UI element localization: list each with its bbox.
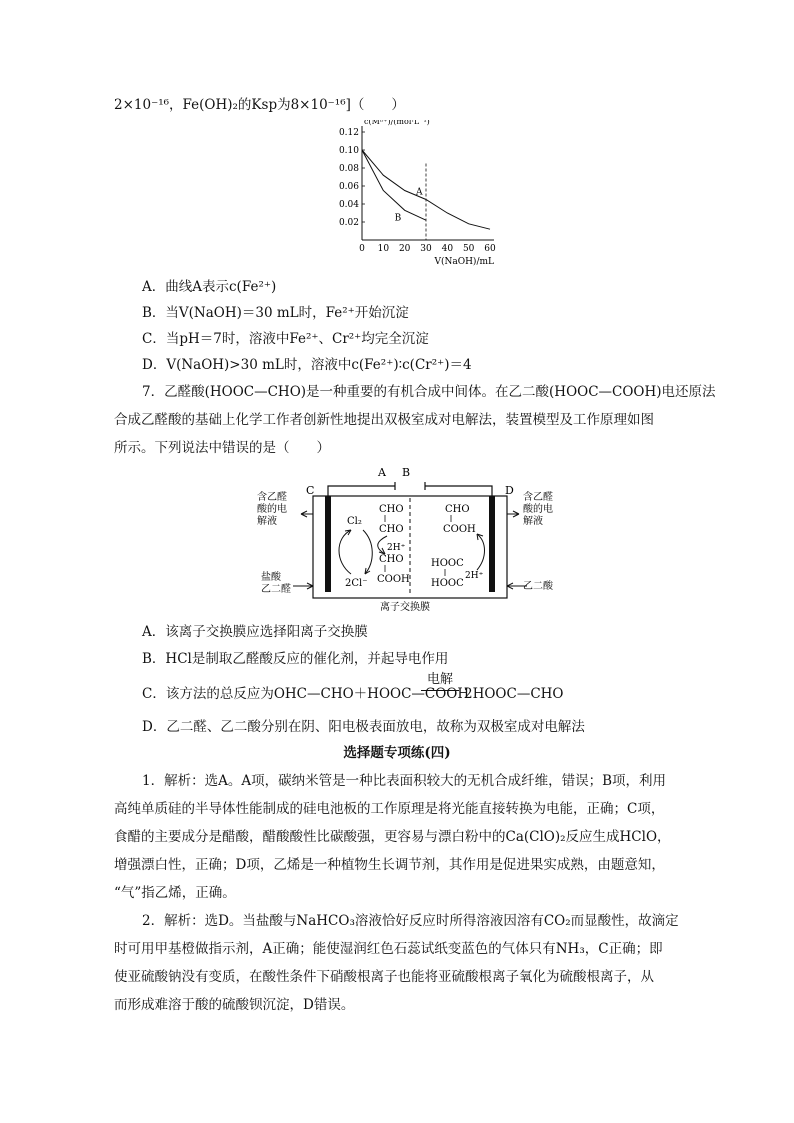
cl2-label: Cl₂ bbox=[347, 516, 362, 527]
series-label-A: A bbox=[416, 187, 423, 198]
answer1-line-4: 增强漂白性，正确；D项，乙烯是一种植物生长调节剂，其作用是促进果实成熟，由题意知， bbox=[114, 857, 665, 873]
section-title: 选择题专项练(四) bbox=[343, 745, 451, 761]
series-line-B bbox=[362, 150, 426, 220]
q6-option-a: A．曲线A表示c(Fe²⁺) bbox=[142, 279, 277, 295]
x-tick-label: 20 bbox=[398, 244, 411, 254]
q7-option-c-product: 2HOOC—CHO bbox=[464, 686, 564, 702]
answer1-line-3: 食醋的主要成分是醋酸，醋酸酸性比碳酸强，更容易与漂白粉中的Ca(ClO)₂反应生成HClO， bbox=[114, 829, 671, 845]
q7-line-1: 7．乙醛酸(HOOC—CHO)是一种重要的有机合成中间体。在乙二酸(HOOC—COOH)电还原法 bbox=[142, 384, 716, 400]
x-tick-label: 60 bbox=[484, 244, 496, 254]
y-axis-label: c(Mⁿ⁺)/(mol·L⁻¹) bbox=[364, 120, 430, 126]
left-glyoxal-bottom: CHO bbox=[379, 524, 404, 535]
right-product-bottom: COOH bbox=[443, 524, 476, 535]
cl-cycle-arrow bbox=[339, 530, 351, 574]
answer1-line-2: 高纯单质硅的半导体性能制成的硅电池板的工作原理是将光能直接转换为电能，正确；C项， bbox=[114, 801, 665, 817]
diagram-svg bbox=[255, 462, 555, 617]
x-tick-label: 0 bbox=[359, 244, 365, 254]
question6-tail: 2×10⁻¹⁶，Fe(OH)₂的Ksp为8×10⁻¹⁶]（ ） bbox=[114, 97, 405, 113]
terminal-a-label: A bbox=[378, 466, 386, 479]
x-axis-label: V(NaOH)/mL bbox=[434, 257, 494, 267]
electrode-d-label: D bbox=[505, 484, 514, 497]
electrolysis-diagram bbox=[255, 462, 555, 617]
electrolysis-condition: 电解 bbox=[426, 672, 453, 687]
right-reactant-top: HOOC bbox=[431, 558, 464, 569]
reaction-arrow-line bbox=[421, 690, 459, 691]
terminal-b-label: B bbox=[402, 466, 411, 479]
answer1-line-1: 1．解析：选A。A项，碳纳米管是一种比表面积较大的无机合成纤维，错误；B项，利用 bbox=[142, 773, 667, 789]
cl-minus-label: 2Cl⁻ bbox=[345, 578, 368, 589]
y-tick-label: 0.04 bbox=[338, 200, 359, 210]
y-tick-label: 0.08 bbox=[338, 164, 359, 174]
q7-option-a: A．该离子交换膜应选择阳离子交换膜 bbox=[142, 624, 368, 640]
x-tick-label: 50 bbox=[462, 244, 475, 254]
answer1-line-5: “气”指乙烯，正确。 bbox=[114, 885, 236, 901]
y-tick-label: 0.06 bbox=[338, 182, 359, 192]
right-bottom-label: 乙二酸 bbox=[523, 581, 553, 592]
left-product-top: CHO bbox=[379, 554, 404, 565]
right-reactant-bottom: HOOC bbox=[431, 578, 464, 589]
q6-option-d: D．V(NaOH)>30 mL时，溶液中c(Fe²⁺)∶c(Cr²⁺)＝4 bbox=[142, 357, 472, 373]
concentration-chart bbox=[330, 120, 500, 270]
left-glyoxal-top: CHO bbox=[379, 504, 404, 515]
right-h-plus: 2H⁺ bbox=[465, 571, 484, 581]
right-top-label: 含乙醛酸的电解液 bbox=[523, 492, 553, 527]
q7-option-d: D．乙二醛、乙二酸分别在阴、阳电极表面放电，故称为双极室成对电解法 bbox=[142, 719, 585, 735]
left-bottom-label: 盐酸乙二醛 bbox=[261, 572, 291, 595]
q7-option-c: C．该方法的总反应为OHC—CHO＋HOOC—COOH bbox=[142, 686, 470, 702]
membrane-label: 离子交换膜 bbox=[380, 602, 430, 613]
q7-line-3: 所示。下列说法中错误的是（ ） bbox=[114, 440, 330, 456]
q6-option-c: C．当pH＝7时，溶液中Fe²⁺、Cr²⁺均完全沉淀 bbox=[142, 331, 429, 347]
y-tick-label: 0.02 bbox=[338, 218, 359, 228]
y-tick-label: 0.12 bbox=[338, 128, 359, 138]
q7-option-b: B．HCl是制取乙醛酸反应的催化剂，并起导电作用 bbox=[142, 651, 449, 667]
answer2-line-4: 而形成难溶于酸的硫酸钡沉淀，D错误。 bbox=[114, 997, 355, 1013]
right-product-top: CHO bbox=[445, 504, 470, 515]
electrode-d bbox=[489, 496, 495, 592]
q6-option-b: B．当V(NaOH)＝30 mL时，Fe²⁺开始沉淀 bbox=[142, 305, 409, 321]
answer2-line-1: 2．解析：选D。当盐酸与NaHCO₃溶液恰好反应时所得溶液因溶有CO₂而显酸性，故滴定 bbox=[142, 913, 679, 929]
x-tick-label: 30 bbox=[420, 244, 432, 254]
chart-svg bbox=[330, 120, 500, 270]
x-tick-label: 10 bbox=[377, 244, 390, 254]
series-label-B: B bbox=[394, 213, 402, 224]
answer2-line-2: 时可用甲基橙做指示剂，A正确；能使湿润红色石蕊试纸变蓝色的气体只有NH₃，C正确；即 bbox=[114, 941, 663, 957]
answer2-line-3: 使亚硫酸钠没有变质，在酸性条件下硝酸根离子也能将亚硫酸根离子氧化为硫酸根离子，从 bbox=[114, 969, 654, 985]
y-tick-label: 0.10 bbox=[338, 146, 359, 156]
left-product-bottom: COOH bbox=[377, 574, 410, 585]
left-h-plus: 2H⁺ bbox=[387, 543, 406, 553]
electrode-c bbox=[325, 496, 331, 592]
q7-line-2: 合成乙醛酸的基础上化学工作者创新性地提出双极室成对电解法，装置模型及工作原理如图 bbox=[114, 412, 654, 428]
left-top-label: 含乙醛酸的电解液 bbox=[257, 492, 287, 527]
x-tick-label: 40 bbox=[441, 244, 454, 254]
electrode-c-label: C bbox=[306, 484, 315, 497]
